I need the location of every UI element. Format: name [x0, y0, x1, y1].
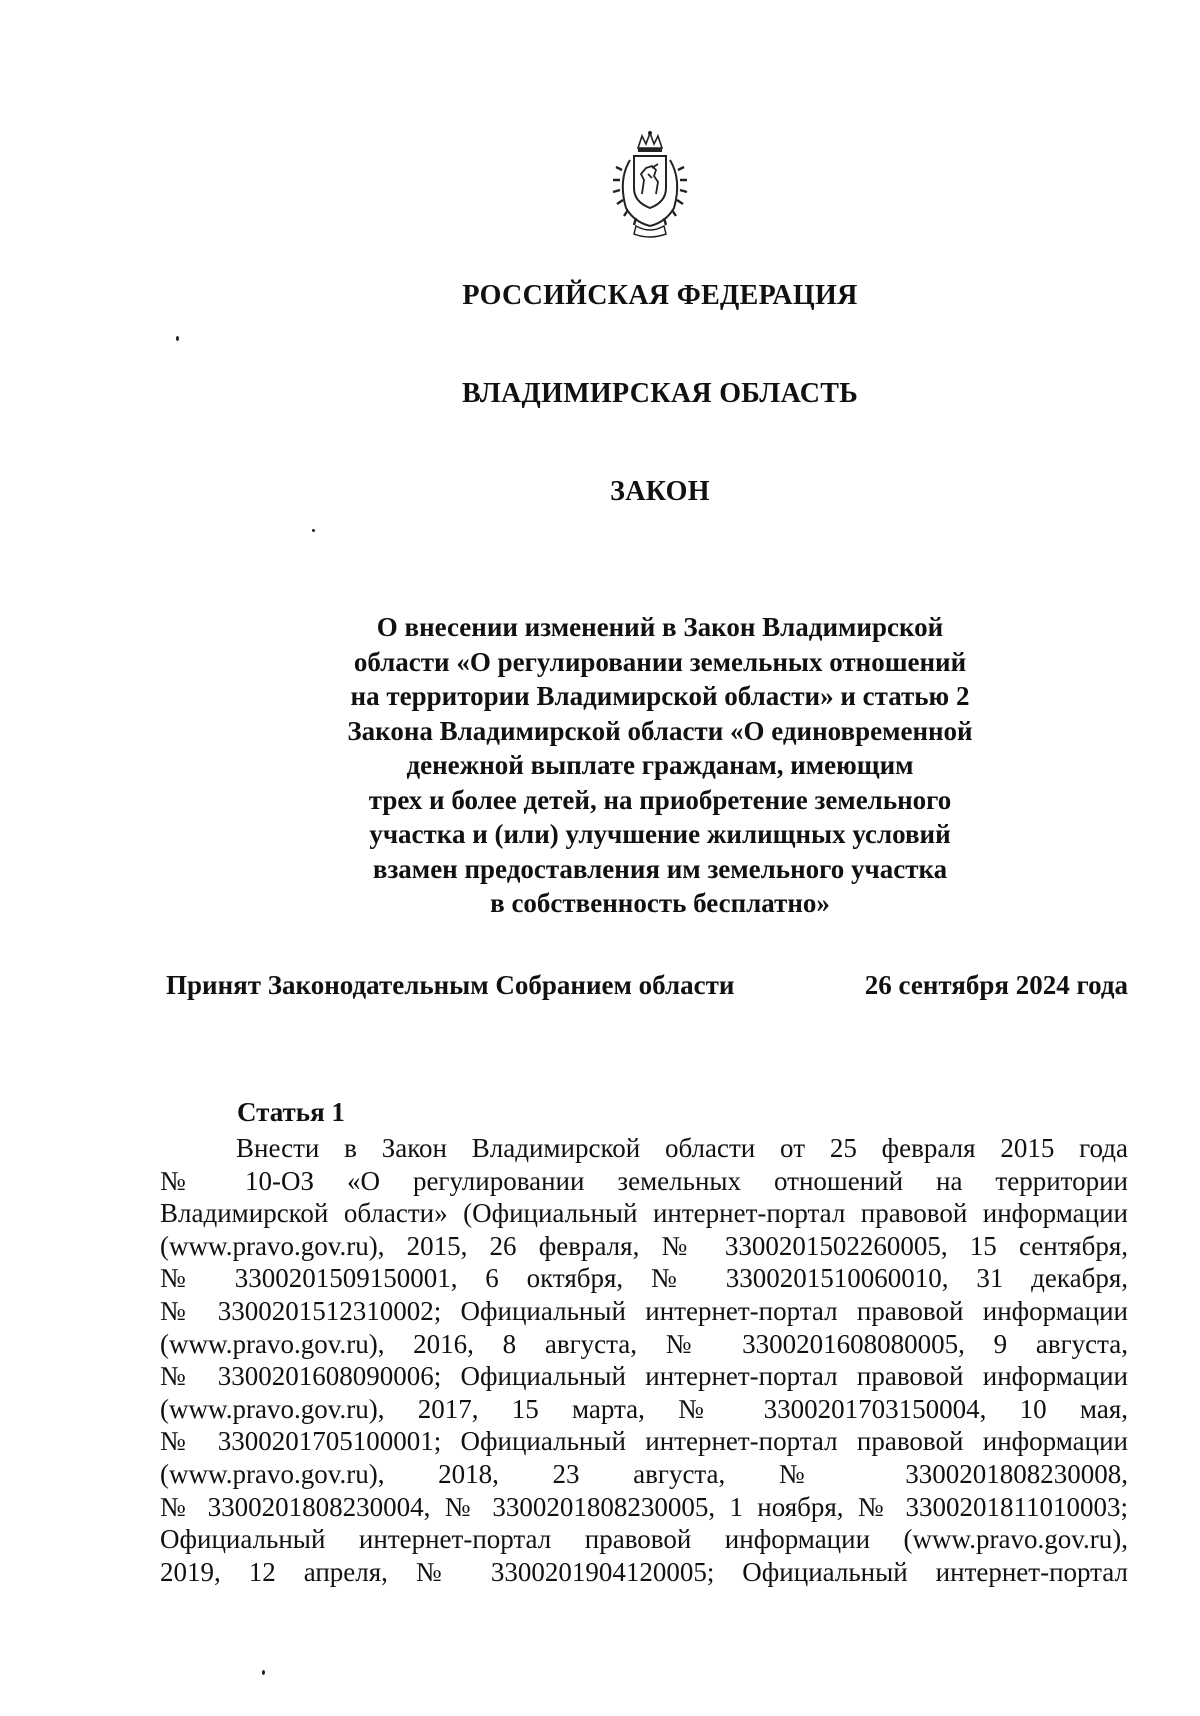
country-heading: РОССИЙСКАЯ ФЕДЕРАЦИЯ — [462, 280, 858, 311]
coat-of-arms-icon — [608, 130, 692, 238]
article-text-line: 2019, 12 апреля, № 3300201904120005; Официальный интернет-портал — [160, 1556, 1128, 1587]
article-text-line: № 10-ОЗ «О регулировании земельных отношений на территории — [160, 1165, 1128, 1196]
article-text-line: № 3300201509150001, 6 октября, № 3300201510060010, 31 декабря, — [160, 1263, 1128, 1294]
law-title-line: участка и (или) улучшение жилищных условий — [369, 819, 951, 849]
article-text-line: (www.pravo.gov.ru), 2017, 15 марта, № 3300201703150004, 10 мая, — [160, 1393, 1128, 1424]
law-title-line: в собственность бесплатно» — [490, 888, 830, 918]
article-text-line: Внести в Закон Владимирской области от 25 февраля 2015 года — [236, 1133, 1128, 1163]
adoption-date: 26 сентября 2024 года — [864, 970, 1128, 1000]
law-title-line: Закона Владимирской области «О единовременной — [347, 715, 973, 746]
article-text-line: Владимирской области» (Официальный интернет-портал правовой информации — [160, 1198, 1128, 1229]
article-1-text — [160, 1132, 1128, 1588]
law-title-line: взамен предоставления им земельного участка — [372, 853, 948, 884]
article-text-line: (www.pravo.gov.ru), 2018, 23 августа, № 3300201808230008, — [160, 1458, 1128, 1489]
law-title-line: денежной выплате гражданам, имеющим — [406, 750, 914, 780]
article-text-line: (www.pravo.gov.ru), 2016, 8 августа, № 3300201608080005, 9 августа, — [160, 1328, 1128, 1359]
scan-speck — [262, 1670, 265, 1675]
article-1-heading: Статья 1 — [237, 1097, 345, 1127]
article-text-line: № 3300201705100001; Официальный интернет-портал правовой информации — [160, 1426, 1128, 1457]
law-title-line: на территории Владимирской области» и статью 2 — [350, 681, 970, 711]
scan-speck — [312, 529, 315, 532]
adoption-line — [166, 970, 1128, 1001]
scan-speck — [176, 336, 179, 341]
region-heading: ВЛАДИМИРСКАЯ ОБЛАСТЬ — [461, 378, 859, 409]
article-text-line: № 3300201512310002; Официальный интернет-портал правовой информации — [160, 1295, 1128, 1326]
article-text-line: № 3300201808230004, № 3300201808230005, 1 ноября, № 3300201811010003; — [160, 1491, 1128, 1522]
law-title-line: области «О регулировании земельных отношений — [353, 646, 967, 677]
law-title-line: трех и более детей, на приобретение земельного — [368, 784, 952, 815]
law-title — [260, 610, 1060, 921]
article-text-line: № 3300201608090006; Официальный интернет-портал правовой информации — [160, 1361, 1128, 1392]
article-text-line: (www.pravo.gov.ru), 2015, 26 февраля, № 3300201502260005, 15 сентября, — [160, 1230, 1128, 1261]
article-text-line: Официальный интернет-портал правовой информации (www.pravo.gov.ru), — [160, 1524, 1128, 1555]
law-title-line: О внесении изменений в Закон Владимирской — [376, 612, 944, 642]
adoption-label: Принят Законодательным Собранием области — [166, 970, 735, 1000]
document-type-heading: ЗАКОН — [610, 476, 710, 507]
